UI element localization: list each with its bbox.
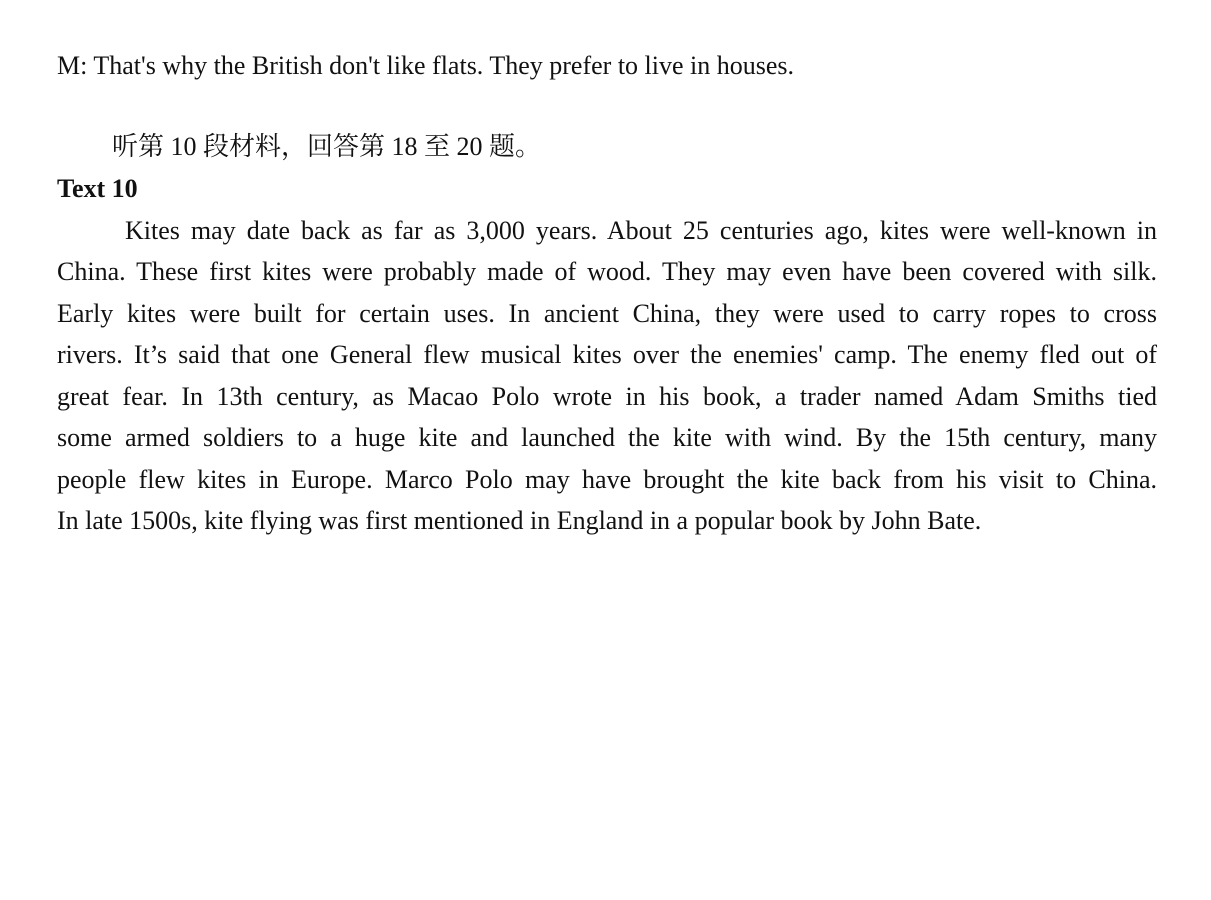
- passage-line: China. These first kites were probably made of wood. They may even have been covered with silk.: [57, 257, 1157, 286]
- text-heading: Text 10: [57, 174, 138, 203]
- listening-instruction: 听第 10 段材料，回答第 18 至 20 题。: [112, 132, 542, 161]
- passage-line: great fear. In 13th century, as Macao Polo wrote in his book, a trader named Adam Smiths tied: [57, 382, 1157, 411]
- dialogue-line: M: That's why the British don't like flats. They prefer to live in houses.: [57, 51, 795, 80]
- passage-line: In late 1500s, kite flying was first mentioned in England in a popular book by John Bate.: [57, 506, 982, 535]
- passage-line: Early kites were built for certain uses. In ancient China, they were used to carry ropes to cross: [57, 299, 1157, 328]
- passage-line: Kites may date back as far as 3,000 years. About 25 centuries ago, kites were well-known in: [125, 216, 1157, 245]
- passage-line: people flew kites in Europe. Marco Polo may have brought the kite back from his visit to China.: [57, 465, 1157, 494]
- passage-line: rivers. It’s said that one General flew musical kites over the enemies' camp. The enemy fled out of: [57, 340, 1157, 369]
- passage-line: some armed soldiers to a huge kite and launched the kite with wind. By the 15th century, many: [57, 423, 1157, 452]
